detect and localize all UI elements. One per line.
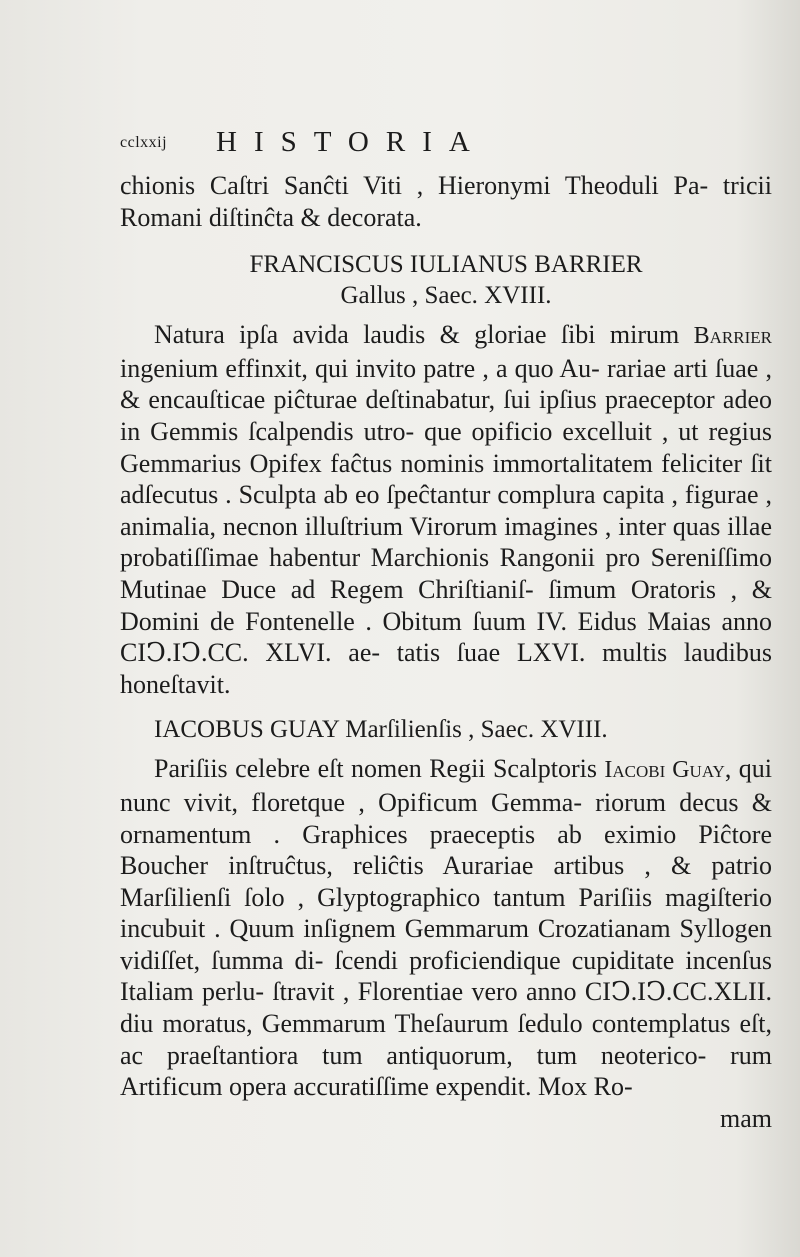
name-barrier: Barrier bbox=[693, 323, 772, 350]
section-heading-barrier: FRANCISCUS IULIANUS BARRIER bbox=[249, 251, 643, 279]
running-title: HISTORIA bbox=[216, 126, 487, 158]
catchword: mam bbox=[720, 1103, 772, 1133]
paragraph-barrier bbox=[120, 319, 772, 700]
intro-paragraph: chionis Caſtri Sanĉti Viti , Hieronymi Theoduli Pa- tricii Romani diſtinĉta & decorata. bbox=[120, 171, 772, 232]
paragraph-barrier-rest: ingenium effinxit, qui invito patre , a quo Au- rariae arti ſuae , & encauſticae piĉturae deſtinabatur, ſui ipſius praeceptor adeo in Gemmis ſcalpendis utro- que opificio excelluit , ut regius Gemmarius Opifex faĉtus nominis immortalitatem feliciter ſit adſecutus . Sculpta ab eo ſpeĉtantur complura capita , figurae , animalia, necnon illuſtrium Virorum imagines , inter quas illae probatiſſimae habentur Marchionis Rangonii pro Sereniſſimo Mutinae Duce ad Regem Chriſtianiſ- ſimum Oratoris , & Domini de Fontenelle . Obitum ſuum IV. Eidus Maias anno CIↃ.IↃ.CC. XLVI. ae- tatis ſuae LXVI. multis laudibus honeſtavit. bbox=[120, 353, 772, 699]
page-content bbox=[120, 126, 772, 1134]
section-subheading-barrier: Gallus , Saec. XVIII. bbox=[340, 282, 552, 310]
page-number: cclxxij bbox=[120, 134, 168, 151]
paragraph-guay bbox=[120, 753, 772, 1103]
running-head bbox=[120, 126, 772, 166]
name-guay: Iacobi Guay bbox=[604, 757, 725, 784]
paragraph-guay-start: Pariſiis celebre eſt nomen Regii Scalptoris bbox=[154, 754, 605, 784]
paragraph-barrier-start: Natura ipſa avida laudis & gloriae ſibi mirum bbox=[154, 320, 694, 350]
paragraph-guay-rest: , qui nunc vivit, floretque , Opificum Gemma- riorum decus & ornamentum . Graphices praeceptis ab eximio Piĉtore Boucher inſtruĉtus, reliĉtis Aurariae artibus , & patrio Marſilienſi ſolo , Glyptographico tantum Pariſiis magiſterio incubuit . Quum inſignem Gemmarum Crozatianam Syllogen vidiſſet, ſumma di- ſcendi proficiendique cupiditate incenſus Italiam perlu- ſtravit , Florentiae vero anno CIↃ.IↃ.CC.XLII. diu moratus, Gemmarum Theſaurum ſedulo contemplatus eſt, ac praeſtantiora tum antiquorum, tum neoterico- rum Artificum opera accuratiſſime expendit. Mox Ro- bbox=[120, 754, 773, 1102]
section-heading-guay: IACOBUS GUAY Marſilienſis , Saec. XVIII. bbox=[154, 716, 608, 744]
